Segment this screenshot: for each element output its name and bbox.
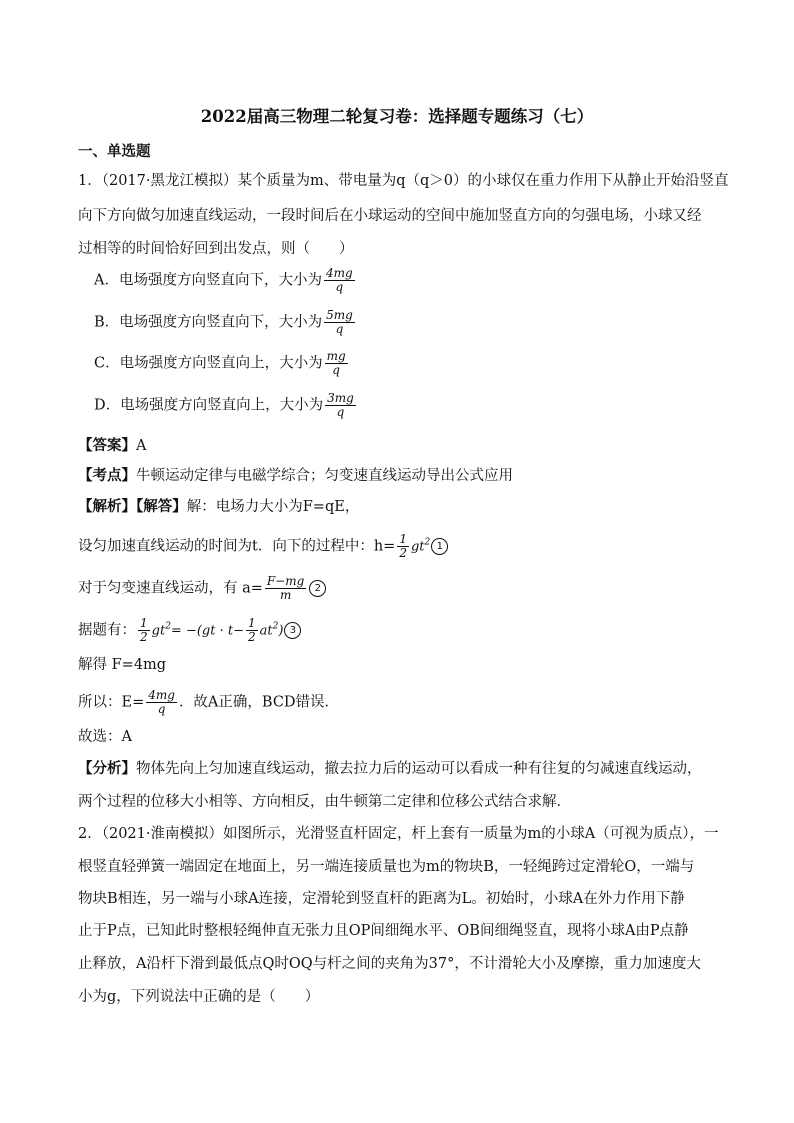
section-heading: 一、单选题 xyxy=(78,143,151,160)
q2-stem-line-6: 小为g，下列说法中正确的是（ ） xyxy=(78,989,320,1005)
q1-review-line-2: 两个过程的位移大小相等、方向相反，由牛顿第二定律和位移公式结合求解． xyxy=(78,794,571,810)
equation-fraction: $\frac{1}{2}$ xyxy=(399,532,407,560)
equation-fraction: $\frac{1}{2}$ xyxy=(140,616,148,644)
q1-option-a[interactable] xyxy=(94,267,357,294)
equation-exponent: 2 xyxy=(424,537,431,548)
equation-exponent: 2 xyxy=(272,621,279,632)
equation-term: ) xyxy=(278,623,284,639)
q1-analysis-line-4 xyxy=(78,617,301,644)
analysis-text: ．故A正确，BCD错误． xyxy=(178,694,340,711)
q1-analysis-line-1 xyxy=(78,498,359,516)
equation-number: 3 xyxy=(284,622,301,639)
analysis-text: 解：电场力大小为F=qE， xyxy=(186,499,360,515)
q1-stem-line-1: 1．（2017·黑龙江模拟）某个质量为m、带电量为q（q＞0）的小球仅在重力作用下从静止开始沿竖直 xyxy=(78,173,729,189)
q2-stem-line-1: 2．（2021·淮南模拟）如图所示，光滑竖直杆固定，杆上套有一质量为m的小球A（可视为质点），一 xyxy=(78,826,719,842)
q1-option-c[interactable] xyxy=(94,350,350,377)
point-text: 牛顿运动定律与电磁学综合；匀变速直线运动导出公式应用 xyxy=(136,468,513,484)
equation-fraction: $\frac{F-mg}{m}$ xyxy=(266,574,305,602)
equation-term: = −(gt · t− xyxy=(170,623,244,639)
q2-stem-line-5: 止释放，A沿杆下滑到最低点Q时OQ与杆之间的夹角为37°，不计滑轮大小及摩擦，重力加速度大 xyxy=(78,956,701,972)
option-label: B．电场强度方向竖直向下，大小为 xyxy=(94,314,323,331)
equation-term: at xyxy=(259,623,273,639)
q1-analysis-line-7: 故选：A xyxy=(78,729,132,745)
q1-answer xyxy=(78,437,146,455)
option-label: A．电场强度方向竖直向下，大小为 xyxy=(94,272,322,289)
option-label: D．电场强度方向竖直向上，大小为 xyxy=(94,397,324,414)
analysis-text: 所以：E= xyxy=(78,694,145,711)
q1-analysis-line-6 xyxy=(78,689,339,716)
page-title: 2022届高三物理二轮复习卷：选择题专题练习（七） xyxy=(200,107,594,126)
q1-analysis-line-5: 解得 F=4mg xyxy=(78,657,167,673)
point-tag: 【考点】 xyxy=(78,467,136,484)
q2-stem-line-3: 物块B相连，另一端与小球A连接，定滑轮到竖直杆的距离为L。初始时，小球A在外力作用下静 xyxy=(78,891,685,907)
equation-term: gt xyxy=(151,623,166,639)
option-fraction: $\frac{mg}{q}$ xyxy=(326,349,346,377)
q1-stem-line-3: 过相等的时间恰好回到出发点，则（ ） xyxy=(78,241,354,257)
q1-analysis-line-2 xyxy=(78,533,448,560)
answer-tag: 【答案】 xyxy=(78,437,136,454)
option-fraction: $\frac{4mg}{q}$ xyxy=(325,266,353,294)
analysis-text: 据题有： xyxy=(78,622,136,639)
equation-exponent: 2 xyxy=(165,621,171,632)
option-fraction: $\frac{3mg}{q}$ xyxy=(327,391,354,419)
option-label: C．电场强度方向竖直向上，大小为 xyxy=(94,355,323,372)
q2-stem-line-2: 根竖直轻弹簧一端固定在地面上，另一端连接质量也为m的物块B，一轻绳跨过定滑轮O，一端与 xyxy=(78,859,695,875)
equation-term: gt xyxy=(410,539,425,555)
q1-analysis-line-3 xyxy=(78,575,326,602)
equation-fraction: $\frac{4mg}{q}$ xyxy=(148,688,175,716)
q2-stem-line-4: 止于P点，已知此时整根轻绳伸直无张力且OP间细绳水平、OB间细绳竖直，现将小球A由P点静 xyxy=(78,923,689,939)
review-tag: 【分析】 xyxy=(78,760,136,777)
analysis-tag: 【解析】【解答】 xyxy=(78,498,187,515)
analysis-text: 设匀加速直线运动的时间为t．向下的过程中：h= xyxy=(78,538,396,555)
q1-option-d[interactable] xyxy=(94,392,358,419)
q1-stem-line-2: 向下方向做匀加速直线运动，一段时间后在小球运动的空间中施加竖直方向的匀强电场，小球又经 xyxy=(78,208,702,224)
review-text: 物体先向上匀加速直线运动，撤去拉力后的运动可以看成一种有往复的匀减速直线运动， xyxy=(136,761,702,777)
equation-number: 1 xyxy=(431,538,448,555)
answer-value: A xyxy=(136,438,147,454)
q1-review-line-1 xyxy=(78,760,702,778)
option-fraction: $\frac{5mg}{q}$ xyxy=(326,308,353,336)
equation-number: 2 xyxy=(309,580,326,597)
q1-option-b[interactable] xyxy=(94,309,357,336)
q1-knowledge-point xyxy=(78,467,513,485)
analysis-text: 对于匀变速直线运动，有 a= xyxy=(78,580,263,597)
equation-fraction: $\frac{1}{2}$ xyxy=(247,616,256,644)
